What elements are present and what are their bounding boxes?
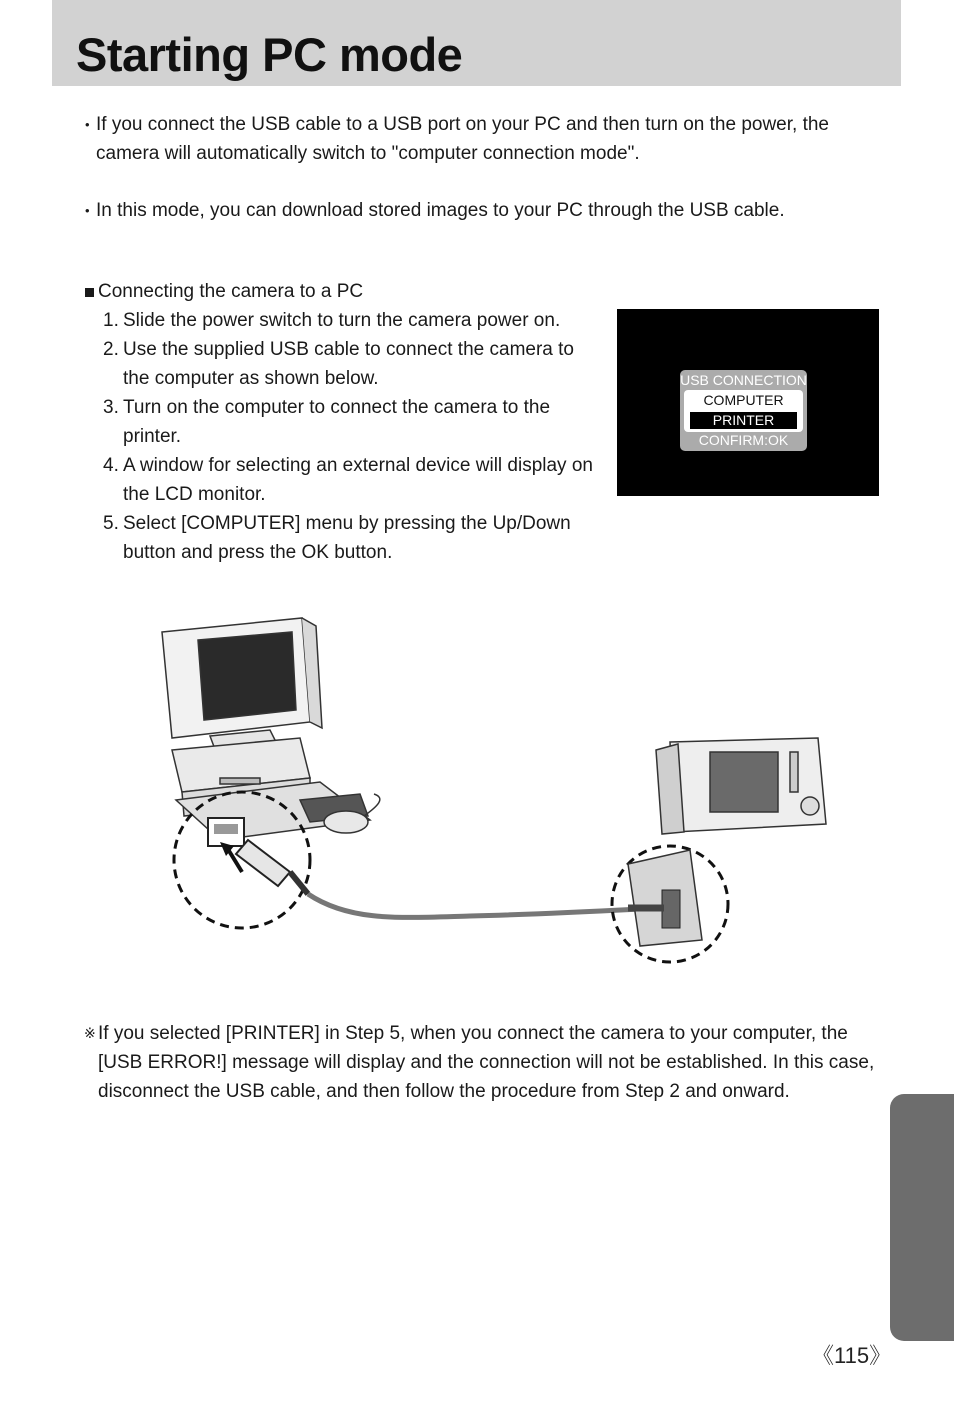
title-bar xyxy=(52,0,901,86)
usb-menu-footer: CONFIRM:OK xyxy=(698,432,789,448)
section-heading-text: Connecting the camera to a PC xyxy=(98,281,364,302)
step-item xyxy=(84,509,604,567)
page-number: 《115》 xyxy=(812,1343,892,1368)
bullet-item xyxy=(84,196,844,225)
step-item xyxy=(84,335,604,393)
step-item xyxy=(84,451,604,509)
step-number: 5. xyxy=(103,513,119,534)
section-heading xyxy=(84,277,604,306)
pc-camera-connection-illustration xyxy=(150,610,850,980)
step-number: 4. xyxy=(103,455,119,476)
intro-bullets xyxy=(84,110,844,225)
bullet-text: If you connect the USB cable to a USB port on your PC and then turn on the power, the camera will automatically switch to "computer connection mode". xyxy=(96,114,830,164)
bullet-text: In this mode, you can download stored images to your PC through the USB cable. xyxy=(96,200,785,221)
usb-options-list xyxy=(684,390,803,432)
bullet-item xyxy=(84,110,844,168)
page-title: Starting PC mode xyxy=(76,28,463,81)
usb-menu-header: USB CONNECTION xyxy=(680,372,807,388)
usb-option-computer: COMPUTER xyxy=(703,392,784,408)
step-text: Turn on the computer to connect the camera to the printer. xyxy=(123,397,551,447)
usb-cable xyxy=(308,894,660,917)
step-number: 2. xyxy=(103,339,119,360)
usb-connection-menu xyxy=(680,370,807,451)
printer-note xyxy=(84,1019,884,1106)
step-number: 1. xyxy=(103,310,119,331)
step-number: 3. xyxy=(103,397,119,418)
steps-list xyxy=(84,306,604,567)
lcd-screen xyxy=(617,309,879,496)
step-item xyxy=(84,306,604,335)
step-text: A window for selecting an external device will display on the LCD monitor. xyxy=(123,455,593,505)
bullet-marker: • xyxy=(85,203,90,218)
bullet-marker: • xyxy=(85,117,90,132)
note-text: If you selected [PRINTER] in Step 5, when you connect the camera to your computer, the [USB ERROR!] message will display and the connection will not be established. In this case, disconnect the USB cable, and then follow the procedure from Step 2 and onward. xyxy=(98,1023,875,1102)
step-text: Select [COMPUTER] menu by pressing the Up/Down button and press the OK button. xyxy=(123,513,571,563)
step-text: Use the supplied USB cable to connect the camera to the computer as shown below. xyxy=(123,339,574,389)
camera-icon xyxy=(656,738,826,834)
note-paragraph xyxy=(84,1019,884,1106)
connection-section xyxy=(84,277,604,567)
reference-mark: ※ xyxy=(84,1025,96,1041)
square-bullet-icon xyxy=(85,288,94,297)
step-item xyxy=(84,393,604,451)
step-text: Slide the power switch to turn the camera power on. xyxy=(123,310,561,331)
chapter-side-tab xyxy=(890,1094,954,1341)
computer-icon xyxy=(162,618,380,840)
usb-option-printer: PRINTER xyxy=(690,412,797,429)
usb-plug-camera-callout xyxy=(612,846,728,962)
